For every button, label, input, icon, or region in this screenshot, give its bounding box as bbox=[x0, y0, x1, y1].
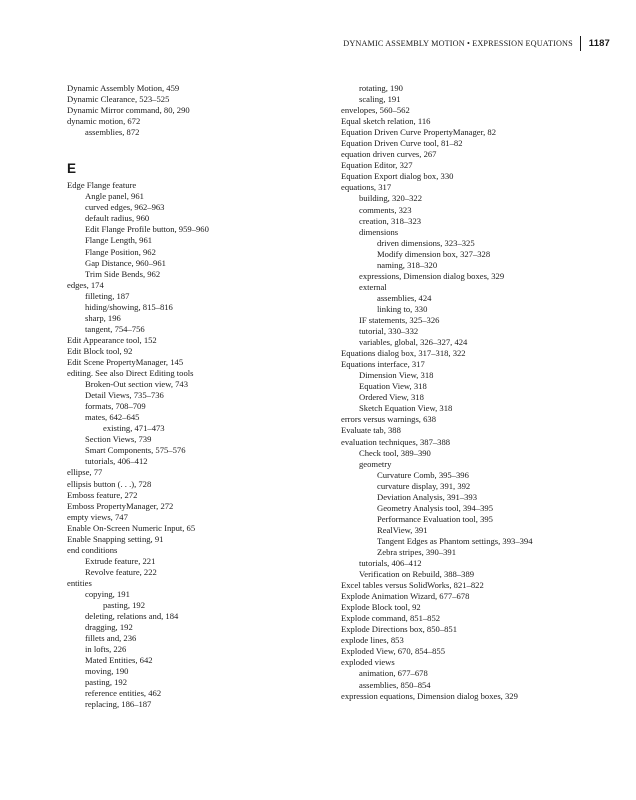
index-subentry: Extrude feature, 221 bbox=[85, 555, 156, 566]
index-subentry: hiding/showing, 815–816 bbox=[85, 301, 173, 312]
index-subentry: Sketch Equation View, 318 bbox=[359, 403, 453, 414]
index-entry: errors versus warnings, 638 bbox=[341, 414, 436, 425]
index-entry: Dynamic Clearance, 523–525 bbox=[67, 94, 170, 105]
index-subentry: Deviation Analysis, 391–393 bbox=[377, 491, 478, 502]
index-subentry: dimensions bbox=[359, 226, 399, 237]
index-subentry: geometry bbox=[359, 458, 392, 469]
index-column-right bbox=[341, 83, 611, 702]
index-subentry: Flange Length, 961 bbox=[85, 235, 153, 246]
index-entry: Emboss PropertyManager, 272 bbox=[67, 500, 174, 511]
page-header bbox=[343, 36, 610, 51]
index-entry: Dynamic Mirror command, 80, 290 bbox=[67, 105, 190, 116]
index-subentry: animation, 677–678 bbox=[359, 668, 428, 679]
index-subentry: tutorials, 406–412 bbox=[85, 456, 148, 467]
index-subentry: filleting, 187 bbox=[85, 290, 130, 301]
index-subentry: Geometry Analysis tool, 394–395 bbox=[377, 502, 494, 513]
index-entry: end conditions bbox=[67, 544, 118, 555]
index-entry: dynamic motion, 672 bbox=[67, 116, 141, 127]
index-subentry: Angle panel, 961 bbox=[85, 191, 144, 202]
index-subentry: sharp, 196 bbox=[85, 312, 121, 323]
index-subentry: in lofts, 226 bbox=[85, 644, 127, 655]
index-entry: Equations interface, 317 bbox=[341, 359, 425, 370]
index-subentry: formats, 708–709 bbox=[85, 401, 146, 412]
index-subentry: assemblies, 850–854 bbox=[359, 679, 431, 690]
index-subentry: naming, 318–320 bbox=[377, 259, 438, 270]
index-subentry: rotating, 190 bbox=[359, 83, 403, 93]
index-entry: editing. See also Direct Editing tools bbox=[67, 368, 194, 379]
index-entry: Edge Flange feature bbox=[67, 180, 137, 191]
index-entry: Edit Appearance tool, 152 bbox=[67, 334, 157, 345]
index-subentry: default radius, 960 bbox=[85, 213, 150, 224]
index-entry: Dynamic Assembly Motion, 459 bbox=[67, 83, 180, 93]
index-subentry: RealView, 391 bbox=[377, 524, 428, 535]
index-subentry: external bbox=[359, 281, 387, 292]
index-entry: Explode Block tool, 92 bbox=[341, 602, 421, 613]
index-entry: empty views, 747 bbox=[67, 511, 128, 522]
index-subentry: replacing, 186–187 bbox=[85, 699, 152, 710]
index-subentry: scaling, 191 bbox=[359, 94, 401, 105]
index-subentry: pasting, 192 bbox=[85, 677, 128, 688]
index-entry: Equation Export dialog box, 330 bbox=[341, 171, 454, 182]
index-entry: Exploded View, 670, 854–855 bbox=[341, 646, 446, 657]
index-subentry: assemblies, 424 bbox=[377, 292, 432, 303]
index-subentry: Mated Entities, 642 bbox=[85, 655, 153, 666]
index-entry: Equation Editor, 327 bbox=[341, 160, 413, 171]
index-entry: equations, 317 bbox=[341, 182, 392, 193]
index-entry: equation driven curves, 267 bbox=[341, 149, 437, 160]
index-subentry: comments, 323 bbox=[359, 204, 412, 215]
index-subentry: dragging, 192 bbox=[85, 622, 133, 633]
index-subentry: Flange Position, 962 bbox=[85, 246, 156, 257]
index-entry: Explode Directions box, 850–851 bbox=[341, 624, 457, 635]
index-subentry: curvature display, 391, 392 bbox=[377, 480, 471, 491]
index-entry: Edit Block tool, 92 bbox=[67, 345, 133, 356]
index-subentry: Tangent Edges as Phantom settings, 393–394 bbox=[377, 535, 533, 546]
index-subentry: linking to, 330 bbox=[377, 303, 428, 314]
index-subentry: Gap Distance, 960–961 bbox=[85, 257, 166, 268]
index-entry: entities bbox=[67, 577, 92, 588]
index-entry: Equal sketch relation, 116 bbox=[341, 116, 431, 127]
index-subentry: variables, global, 326–327, 424 bbox=[359, 337, 468, 348]
index-subentry: Performance Evaluation tool, 395 bbox=[377, 513, 493, 524]
index-subentry: Ordered View, 318 bbox=[359, 392, 424, 403]
index-subentry: Trim Side Bends, 962 bbox=[85, 268, 161, 279]
index-entry: Explode Animation Wizard, 677–678 bbox=[341, 591, 470, 602]
index-entry: Enable On-Screen Numeric Input, 65 bbox=[67, 522, 196, 533]
index-subentry: existing, 471–473 bbox=[103, 423, 165, 434]
index-subentry: Detail Views, 735–736 bbox=[85, 390, 164, 401]
index-subentry: Modify dimension box, 327–328 bbox=[377, 248, 491, 259]
index-subentry: tutorial, 330–332 bbox=[359, 326, 419, 337]
index-subentry: Smart Components, 575–576 bbox=[85, 445, 186, 456]
section-letter: E bbox=[67, 161, 77, 177]
index-entry: Equation Driven Curve tool, 81–82 bbox=[341, 138, 463, 149]
index-subentry: assemblies, 872 bbox=[85, 127, 140, 138]
index-subentry: mates, 642–645 bbox=[85, 412, 140, 423]
index-subentry: curved edges, 962–963 bbox=[85, 202, 165, 213]
index-subentry: Revolve feature, 222 bbox=[85, 566, 157, 577]
index-subentry: creation, 318–323 bbox=[359, 215, 422, 226]
index-subentry: Curvature Comb, 395–396 bbox=[377, 469, 469, 480]
index-entry: ellipse, 77 bbox=[67, 467, 103, 478]
index-subentry: Zebra stripes, 390–391 bbox=[377, 546, 456, 557]
index-subentry: deleting, relations and, 184 bbox=[85, 611, 179, 622]
running-head: DYNAMIC ASSEMBLY MOTION • EXPRESSION EQUATIONS bbox=[343, 39, 573, 48]
index-entry: Explode command, 851–852 bbox=[341, 613, 441, 624]
index-entry: Excel tables versus SolidWorks, 821–822 bbox=[341, 580, 484, 591]
index-subentry: tangent, 754–756 bbox=[85, 323, 145, 334]
index-subentry: tutorials, 406–412 bbox=[359, 558, 422, 569]
index-entry: edges, 174 bbox=[67, 279, 104, 290]
index-entry: Emboss feature, 272 bbox=[67, 489, 138, 500]
index-entry: ellipsis button (. . .), 728 bbox=[67, 478, 152, 489]
index-subentry: Check tool, 389–390 bbox=[359, 447, 431, 458]
index-column-left bbox=[67, 83, 307, 710]
index-subentry: reference entities, 462 bbox=[85, 688, 162, 699]
index-entry: Enable Snapping setting, 91 bbox=[67, 533, 164, 544]
index-subentry: driven dimensions, 323–325 bbox=[377, 237, 475, 248]
index-subentry: Edit Flange Profile button, 959–960 bbox=[85, 224, 209, 235]
index-entry: envelopes, 560–562 bbox=[341, 105, 410, 116]
header-divider bbox=[580, 36, 581, 51]
index-entry: evaluation techniques, 387–388 bbox=[341, 436, 451, 447]
index-entry: explode lines, 853 bbox=[341, 635, 404, 646]
index-subentry: fillets and, 236 bbox=[85, 633, 137, 644]
index-subentry: moving, 190 bbox=[85, 666, 129, 677]
index-entry: Evaluate tab, 388 bbox=[341, 425, 401, 436]
index-subentry: copying, 191 bbox=[85, 588, 130, 599]
index-entry: expression equations, Dimension dialog boxes, 329 bbox=[341, 690, 518, 701]
index-subentry: Broken-Out section view, 743 bbox=[85, 379, 189, 390]
index-entry: exploded views bbox=[341, 657, 395, 668]
index-subentry: building, 320–322 bbox=[359, 193, 423, 204]
index-subentry: Dimension View, 318 bbox=[359, 370, 434, 381]
index-entry: Equations dialog box, 317–318, 322 bbox=[341, 348, 466, 359]
index-subentry: IF statements, 325–326 bbox=[359, 314, 440, 325]
index-entry: Equation Driven Curve PropertyManager, 82 bbox=[341, 127, 497, 138]
index-subentry: pasting, 192 bbox=[103, 600, 146, 611]
index-subentry: Section Views, 739 bbox=[85, 434, 152, 445]
index-subentry: Equation View, 318 bbox=[359, 381, 427, 392]
index-entry: Edit Scene PropertyManager, 145 bbox=[67, 356, 184, 367]
index-subentry: expressions, Dimension dialog boxes, 329 bbox=[359, 270, 505, 281]
index-subentry: Verification on Rebuild, 388–389 bbox=[359, 569, 475, 580]
page-number: 1187 bbox=[588, 38, 610, 49]
